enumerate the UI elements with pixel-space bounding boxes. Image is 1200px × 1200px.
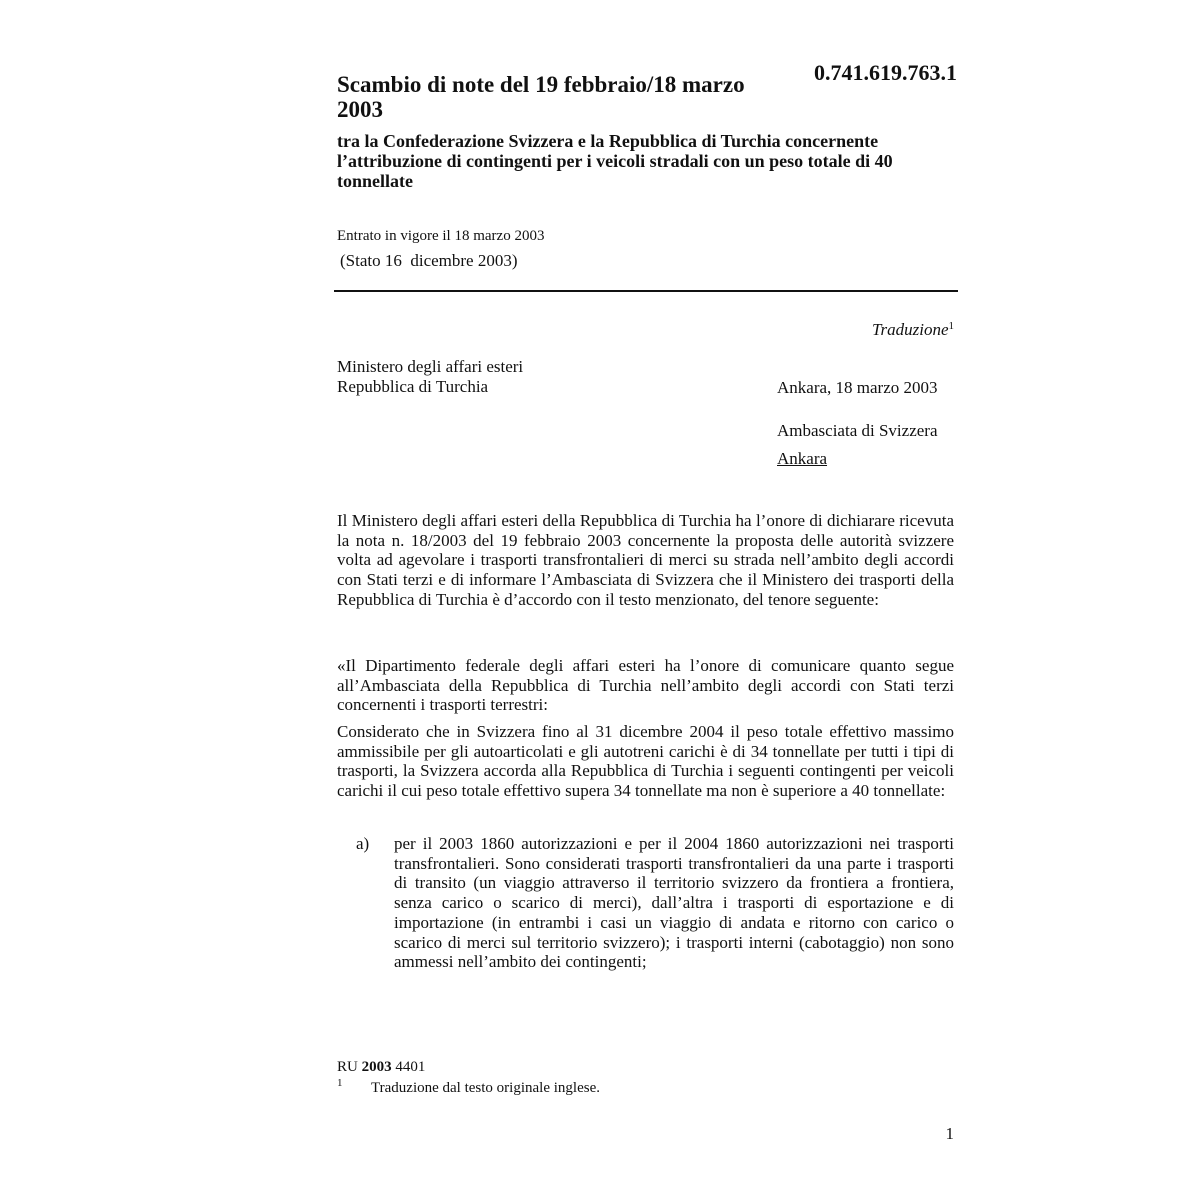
list-item-text-a: per il 2003 1860 autorizzazioni e per il 2004 1860 autorizzazioni nei trasporti transfrontalieri. Sono considerati trasporti transfrontalieri da una parte i trasporti di transito (un viaggio attraverso il territorio svizzero da frontiera a frontiera, senza carico o scarico di merci), dall’altra i trasporti di esportazione e di importazione (in entrambi i casi un viaggio di andata e ritorno con carico o scarico di merci sul territorio svizzero); i trasporti interni (cabotaggio) non sono ammessi nell’ambito dei contingenti; <box>394 834 954 972</box>
sender-line-2: Repubblica di Turchia <box>337 377 489 396</box>
recipient-line-2: Ankara <box>777 449 828 468</box>
header-divider <box>334 290 958 292</box>
translation-label <box>700 320 954 340</box>
body-paragraph-3: Considerato che in Svizzera fino al 31 dicembre 2004 il peso totale effettivo massimo ammissibile per gli autoarticolati e gli autotreni carichi è di 34 tonnellate per tutti i tipi di trasporti, la Svizzera accorda alla Repubblica di Turchia i seguenti contingenti per veicoli carichi il cui peso totale effettivo supera 34 tonnellate ma non è superiore a 40 tonnellate: <box>337 722 954 801</box>
document-subtitle: tra la Confederazione Svizzera e la Repubblica di Turchia concernente l’attribuzione di contingenti per i veicoli stradali con un peso totale di 40 tonnellate <box>337 131 893 191</box>
sender-block <box>337 357 523 397</box>
recipient-block <box>777 417 938 473</box>
sender-line-1: Ministero degli affari esteri <box>337 357 524 376</box>
document-title: Scambio di note del 19 febbraio/18 marzo 2003 <box>337 72 745 122</box>
entry-into-force: Entrato in vigore il 18 marzo 2003 <box>337 228 545 244</box>
recipient-line-1: Ambasciata di Svizzera <box>777 421 938 440</box>
translation-text: Traduzione <box>871 320 949 339</box>
status-date: (Stato 16 dicembre 2003) <box>340 251 518 270</box>
footnote-number: 1 <box>337 1077 343 1089</box>
ru-prefix: RU <box>337 1059 358 1075</box>
list-item-label-a: a) <box>356 834 370 853</box>
ru-page: 4401 <box>395 1059 426 1075</box>
page-number: 1 <box>945 1124 954 1143</box>
body-paragraph-2: «Il Dipartimento federale degli affari esteri ha l’onore di comunicare quanto segue all’Ambasciata della Repubblica di Turchia nell’ambito degli accordi con Stati terzi concernenti i trasporti terrestri: <box>337 656 954 715</box>
place-date: Ankara, 18 marzo 2003 <box>777 378 938 397</box>
ru-year: 2003 <box>361 1059 392 1075</box>
official-compilation-ref <box>337 1059 425 1076</box>
sr-number: 0.741.619.763.1 <box>814 60 957 85</box>
footnote-ref[interactable]: 1 <box>948 320 954 332</box>
footnote-text: Traduzione dal testo originale inglese. <box>371 1080 600 1096</box>
body-paragraph-1: Il Ministero degli affari esteri della Repubblica di Turchia ha l’onore di dichiarare ricevuta la nota n. 18/2003 del 19 febbraio 2003 concernente la proposta delle autorità svizzere volta ad agevolare i trasporti transfrontalieri di merci su strada nell’ambito degli accordi con Stati terzi e di informare l’Ambasciata di Svizzera che il Ministero dei trasporti della Repubblica di Turchia è d’accordo con il testo menzionato, del tenore seguente: <box>337 511 954 609</box>
